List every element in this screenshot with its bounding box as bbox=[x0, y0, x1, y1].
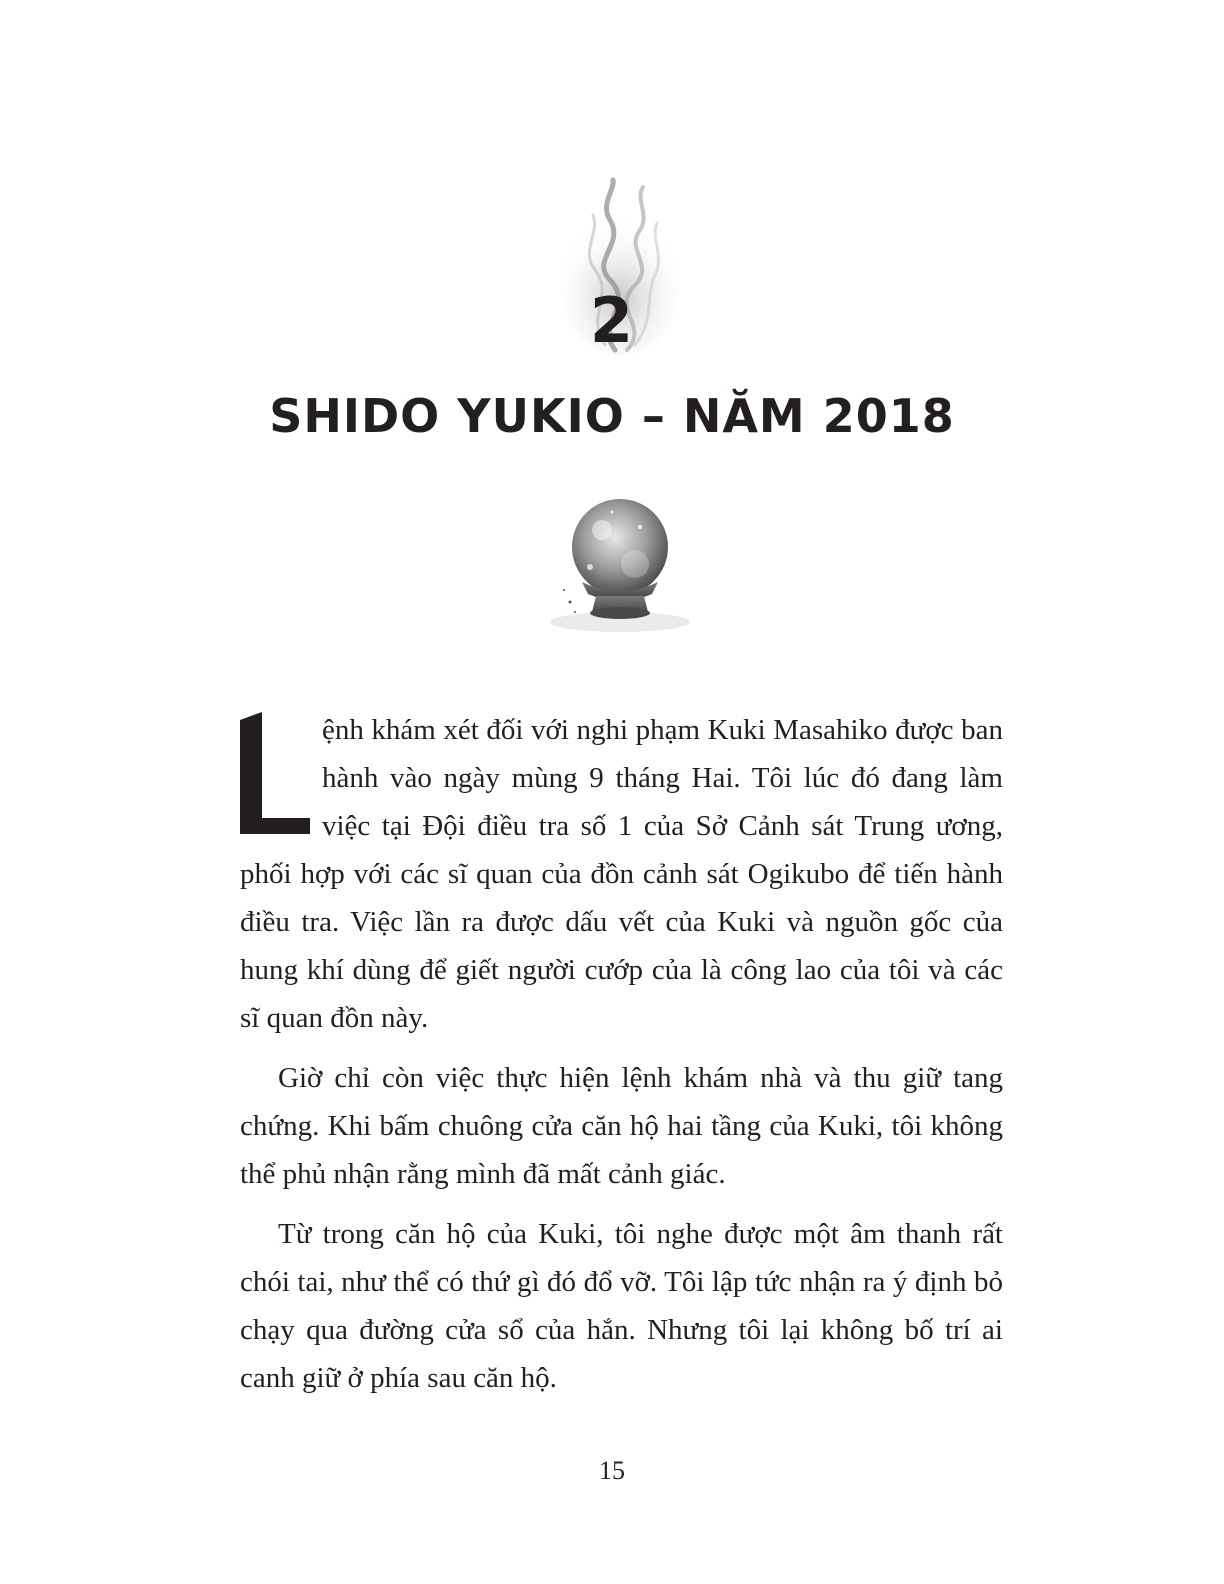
drop-cap-letter bbox=[240, 712, 310, 834]
chapter-number: 2 bbox=[589, 284, 635, 357]
crystal-ball-icon bbox=[530, 472, 710, 652]
paragraph-3: Từ trong căn hộ của Kuki, tôi nghe được một âm thanh rất chói tai, như thể có thứ gì đó đổ vỡ. Tôi lập tức nhận ra ý định bỏ chạy qua đường cửa sổ của hắn. Nhưng tôi lại không bố trí ai canh giữ ở phía sau căn hộ. bbox=[240, 1218, 1003, 1394]
page-number: 15 bbox=[599, 1456, 625, 1485]
paragraph-1-text: ệnh khám xét đối với nghi phạm Kuki Masahiko được ban hành vào ngày mùng 9 tháng Hai. Tôi lúc đó đang làm việc tại Đội điều tra số 1 của Sở Cảnh sát Trung ương, phối hợp với các sĩ quan của đồn cảnh sát Ogikubo để tiến hành điều tra. Việc lần ra được dấu vết của Kuki và nguồn gốc của hung khí dùng để giết người cướp của là công lao của tôi và các sĩ quan đồn này. bbox=[240, 714, 1003, 1034]
chapter-title: SHIDO YUKIO – NĂM 2018 bbox=[269, 389, 955, 443]
paragraph-2: Giờ chỉ còn việc thực hiện lệnh khám nhà và thu giữ tang chứng. Khi bấm chuông cửa căn hộ hai tầng của Kuki, tôi không thể phủ nhận rằng mình đã mất cảnh giác. bbox=[240, 1062, 1003, 1190]
chapter-body bbox=[240, 706, 1003, 1402]
paragraph-1 bbox=[240, 706, 1003, 1042]
